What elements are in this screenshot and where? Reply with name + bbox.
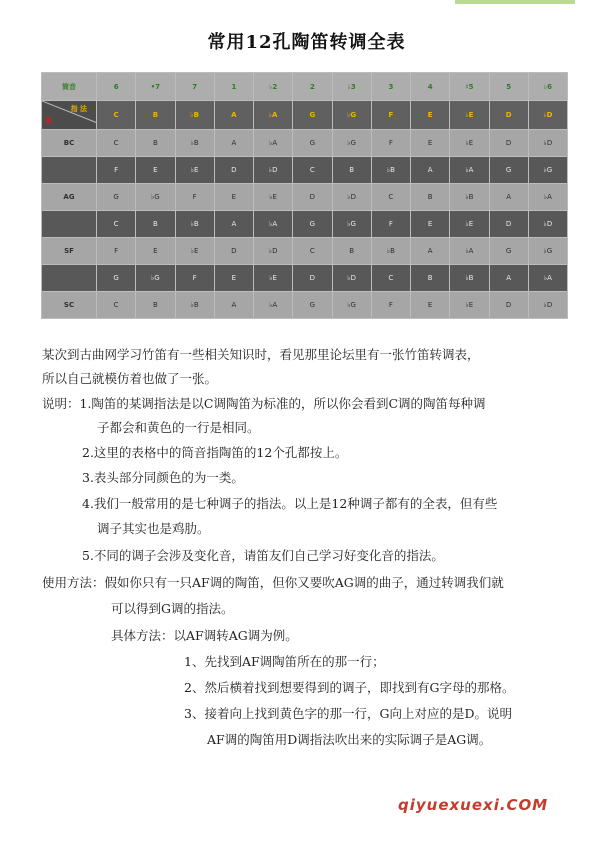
table-cell: D (214, 157, 253, 184)
intro-line-2: 所以自己就模仿着也做了一张。 (42, 371, 218, 386)
table-cell: E (411, 211, 450, 238)
table-cell: D (489, 130, 528, 157)
table-cell: B (136, 211, 175, 238)
table-cell: ♭B (371, 238, 410, 265)
table-cell: ♭D (332, 184, 371, 211)
table-cell: G (293, 130, 332, 157)
header-note-cell: 2 (293, 73, 332, 101)
row-key-label: AG (42, 184, 97, 211)
table-cell: ♭G (528, 238, 567, 265)
table-cell: ♭B (371, 157, 410, 184)
reference-key-cell: A (214, 101, 253, 130)
table-cell: A (489, 265, 528, 292)
table-cell: F (175, 265, 214, 292)
corner-key-label: 调 (45, 117, 52, 125)
table-cell: E (411, 130, 450, 157)
method-heading: 具体方法：以AF调转AG调为例。 (111, 628, 298, 643)
table-cell: A (214, 130, 253, 157)
table-cell: ♭D (254, 238, 293, 265)
table-cell: E (214, 265, 253, 292)
table-cell: ♭E (450, 292, 489, 319)
row-key-label: BC (42, 130, 97, 157)
header-note-cell: 6 (97, 73, 136, 101)
table-cell: ♭E (254, 265, 293, 292)
table-cell: D (293, 265, 332, 292)
reference-key-cell: G (293, 101, 332, 130)
table-cell: ♭A (254, 292, 293, 319)
note-2: 2.这里的表格中的筒音指陶笛的12个孔都按上。 (82, 445, 348, 460)
table-cell: C (97, 292, 136, 319)
table-cell: ♭B (450, 184, 489, 211)
table-cell: E (136, 157, 175, 184)
table-cell: D (214, 238, 253, 265)
table-cell: C (371, 265, 410, 292)
reference-key-cell: B (136, 101, 175, 130)
table-cell: F (175, 184, 214, 211)
table-cell: ♭D (528, 292, 567, 319)
header-note-cell: 1 (214, 73, 253, 101)
table-cell: ♭G (528, 157, 567, 184)
row-key-label: SC (42, 292, 97, 319)
note-3: 3.表头部分同颜色的为一类。 (82, 470, 244, 485)
table-cell: A (411, 157, 450, 184)
table-cell: F (371, 130, 410, 157)
reference-key-cell: F (371, 101, 410, 130)
table-cell: A (411, 238, 450, 265)
table-cell: ♭E (175, 157, 214, 184)
table-cell: ♭A (254, 211, 293, 238)
table-cell: C (97, 130, 136, 157)
table-cell: ♭A (254, 130, 293, 157)
table-cell: ♭D (528, 130, 567, 157)
table-cell: C (293, 238, 332, 265)
reference-key-cell: E (411, 101, 450, 130)
usage-line-1: 使用方法：假如你只有一只AF调的陶笛，但你又要吹AG调的曲子，通过转调我们就 (42, 575, 504, 590)
table-cell: B (411, 184, 450, 211)
intro-line-1: 某次到古曲网学习竹笛有一些相关知识时，看见那里论坛里有一张竹笛转调表， (42, 347, 480, 362)
table-cell: F (371, 211, 410, 238)
note-5: 5.不同的调子会涉及变化音，请笛友们自己学习好变化音的指法。 (82, 548, 444, 563)
table-cell: ♭G (332, 211, 371, 238)
header-note-cell: ♭3 (332, 73, 371, 101)
table-cell: E (214, 184, 253, 211)
table-cell: ♭G (332, 292, 371, 319)
table-cell: ♭A (528, 184, 567, 211)
table-cell: C (371, 184, 410, 211)
table-cell: D (489, 292, 528, 319)
table-cell: G (97, 184, 136, 211)
corner-fingering-label: 指 法 (70, 105, 87, 113)
table-cell: ♭B (175, 211, 214, 238)
table-cell: D (489, 211, 528, 238)
note-1-line-2: 子都会和黄色的一行是相同。 (97, 420, 260, 435)
table-cell: F (97, 157, 136, 184)
table-cell: ♭B (175, 292, 214, 319)
table-cell: A (489, 184, 528, 211)
note-4-line-1: 4.我们一般常用的是七种调子的指法。以上是12种调子都有的全表，但有些 (82, 496, 498, 511)
table-cell: B (332, 238, 371, 265)
header-note-cell: 5 (489, 73, 528, 101)
page-title: 常用12孔陶笛转调全表 (207, 32, 406, 53)
table-cell: ♭E (175, 238, 214, 265)
table-cell: ♭A (528, 265, 567, 292)
table-cell: G (489, 238, 528, 265)
header-note-cell: 3 (371, 73, 410, 101)
table-cell: ♭D (254, 157, 293, 184)
reference-key-cell: C (97, 101, 136, 130)
header-note-cell: •7 (136, 73, 175, 101)
table-cell: A (214, 292, 253, 319)
step-1: 1、先找到AF调陶笛所在的那一行； (184, 654, 385, 669)
header-label-cell: 筒音 (42, 73, 97, 101)
table-cell: ♭G (136, 265, 175, 292)
note-1-line-1: 说明：1.陶笛的某调指法是以C调陶笛为标准的，所以你会看到C调的陶笛每种调 (42, 396, 486, 411)
row-key-label: SF (42, 238, 97, 265)
header-note-cell: ♭6 (528, 73, 567, 101)
reference-key-cell: ♭D (528, 101, 567, 130)
reference-key-cell: ♭E (450, 101, 489, 130)
table-cell: ♭G (136, 184, 175, 211)
table-cell: C (293, 157, 332, 184)
reference-key-cell: ♭B (175, 101, 214, 130)
table-cell: D (293, 184, 332, 211)
table-cell: G (489, 157, 528, 184)
table-cell: ♭E (254, 184, 293, 211)
table-cell: ♭B (175, 130, 214, 157)
header-note-cell: ♭2 (254, 73, 293, 101)
table-cell: ♭B (450, 265, 489, 292)
table-cell: B (136, 130, 175, 157)
header-note-cell: 4 (411, 73, 450, 101)
table-cell: ♭E (450, 130, 489, 157)
table-cell: B (136, 292, 175, 319)
table-cell: ♭A (450, 157, 489, 184)
step-3-line-1: 3、接着向上找到黄色字的那一行，G向上对应的是D。说明 (184, 706, 512, 721)
table-cell: F (97, 238, 136, 265)
table-cell: E (136, 238, 175, 265)
reference-key-cell: ♭A (254, 101, 293, 130)
table-cell: ♭D (332, 265, 371, 292)
table-cell: G (293, 292, 332, 319)
usage-line-2: 可以得到G调的指法。 (111, 601, 234, 616)
table-cell: ♭E (450, 211, 489, 238)
table-cell: C (97, 211, 136, 238)
table-cell: F (371, 292, 410, 319)
table-cell: G (293, 211, 332, 238)
step-3-line-2: AF调的陶笛用D调指法吹出来的实际调子是AG调。 (207, 732, 492, 747)
reference-key-cell: D (489, 101, 528, 130)
table-cell: E (411, 292, 450, 319)
table-cell: ♭A (450, 238, 489, 265)
table-cell: B (332, 157, 371, 184)
table-cell: B (411, 265, 450, 292)
step-2: 2、然后横着找到想要得到的调子，即找到有G字母的那格。 (184, 680, 515, 695)
table-cell: G (97, 265, 136, 292)
table-cell: A (214, 211, 253, 238)
site-watermark-logo: qiyuexuexi.COM (398, 796, 549, 814)
header-note-cell: ♯5 (450, 73, 489, 101)
table-cell: ♭D (528, 211, 567, 238)
note-4-line-2: 调子其实也是鸡肋。 (97, 521, 210, 536)
header-note-cell: 7 (175, 73, 214, 101)
table-cell: ♭G (332, 130, 371, 157)
reference-key-cell: ♭G (332, 101, 371, 130)
